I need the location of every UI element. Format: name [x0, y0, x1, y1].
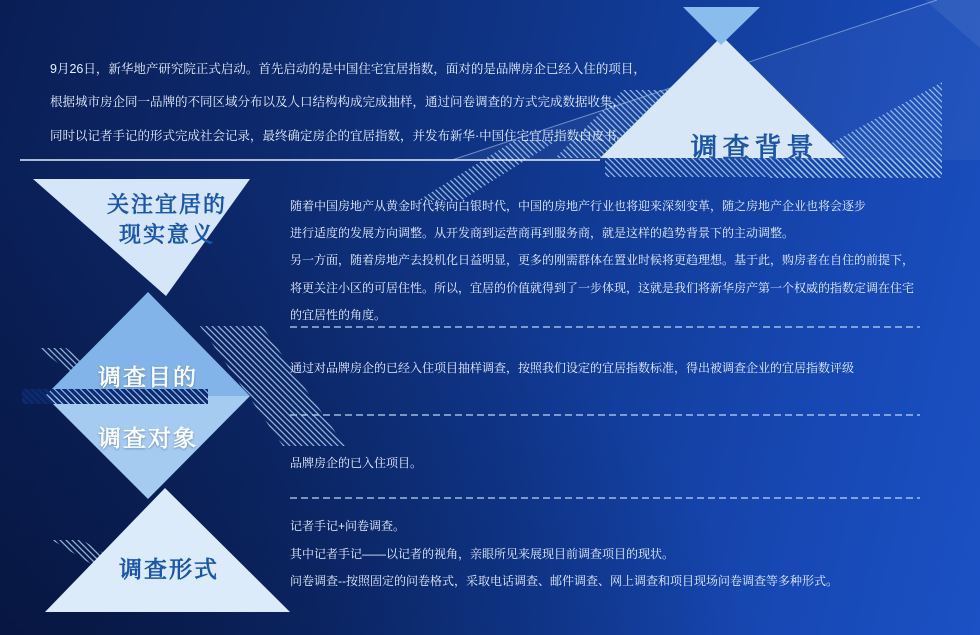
body-line: 品牌房企的已入住项目。 [290, 456, 423, 470]
body-line: 记者手记+问卷调查。 [290, 519, 406, 533]
body-line: 另一方面，随着房地产去投机化日益明显，更多的刚需群体在置业时候将更趋理想。基于此，购房者在自住的前提下， [290, 253, 915, 268]
body-line: 进行适度的发展方向调整。从开发商到运营商再到服务商，就是这样的趋势背景下的主动调整。 [290, 226, 795, 241]
body-line: 问卷调查--按照固定的问卷格式，采取电话调查、邮件调查、网上调查和项目现场问卷调查等多种形式。 [290, 574, 838, 589]
banner-small-triangle-icon [683, 7, 760, 45]
format-body [290, 513, 838, 596]
target-label: 调查对象 [98, 425, 198, 451]
body-line: 的宜居性的角度。 [290, 307, 387, 322]
body-line: 随着中国房地产从黄金时代转向白银时代，中国的房地产行业也将迎来深刻变革，随之房地产企业也将会逐步 [290, 199, 867, 213]
intro-paragraph [50, 53, 690, 153]
significance-body [290, 193, 914, 329]
intro-line: 同时以记者手记的形式完成社会记录，最终确定房企的宜居指数，并发布新华·中国住宅宜居指数白皮书。 [50, 128, 630, 143]
intro-line: 根据城市房企同一品牌的不同区域分布以及人口结构构成完成抽样，通过问卷调查的方式完成数据收集， [50, 95, 626, 110]
body-line: 其中记者手记——以记者的视角，亲眼所见来展现目前调查项目的现状。 [290, 546, 675, 561]
significance-label [78, 190, 256, 250]
body-line: 通过对品牌房企的已经入住项目抽样调查，按照我们设定的宜居指数标准，得出被调查企业的宜居指数评级 [290, 361, 855, 375]
significance-label-line1: 关注宜居的 [106, 192, 227, 217]
intro-line: 9月26日，新华地产研究院正式启动。首先启动的是中国住宅宜居指数，面对的是品牌房企已经入住的项目， [50, 62, 646, 76]
purpose-label: 调查目的 [98, 364, 198, 390]
purpose-body [290, 355, 854, 382]
body-line: 将更关注小区的可居住性。所以，宜居的价值就得到了一步体现，这就是我们将新华房产第一个权威的指数定调在住宅 [290, 280, 915, 295]
banner-title: 调查背景 [690, 133, 819, 163]
target-body [290, 450, 422, 477]
significance-label-line2: 现实意义 [118, 222, 215, 247]
format-label: 调查形式 [119, 556, 219, 582]
